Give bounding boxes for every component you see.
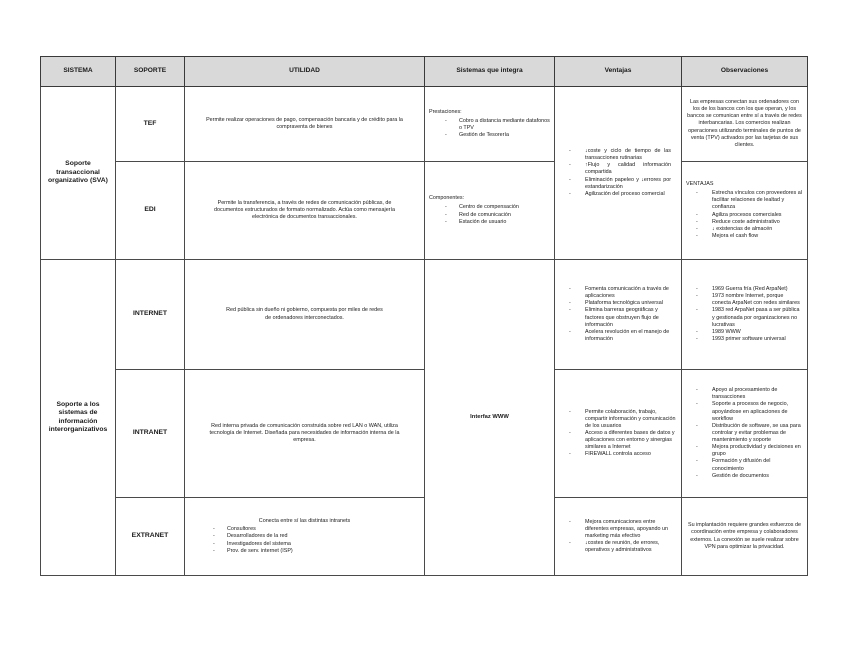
list-item: - Estación de usuario <box>429 219 550 226</box>
observaciones-intranet-list <box>686 387 803 480</box>
ventajas-intranet-list <box>559 409 677 459</box>
list-item: - Mejora comunicaciones entre diferentes empresas, apoyando un marketing más efectivo <box>559 519 677 540</box>
list-item: - Mejora el cash flow <box>686 233 803 240</box>
utilidad-internet: Red pública sin dueño ni gobierno, compuesta por miles de redes de ordenadores interconectados. <box>185 260 425 370</box>
header-soporte: SOPORTE <box>116 57 185 87</box>
list-item: - Gestión de Tesorería <box>429 132 550 139</box>
list-item: - Eliminación papeleo y ↓errores por estandarización <box>559 177 671 191</box>
utilidad-edi: Permite la transferencia, a través de redes de comunicación públicas, de documentos estructurados de formato normalizado. Actúa como mensajería electrónica de documentos transaccionales. <box>185 162 425 260</box>
integra-tef-label: Prestaciones: <box>429 108 462 115</box>
table-row-edi <box>41 162 808 260</box>
list-item: - Permite colaboración, trabajo, compartir información y comunicación de los usuarios <box>559 409 677 430</box>
list-item: - 1993 primer software universal <box>686 336 803 343</box>
table-row-extranet <box>41 498 808 576</box>
utilidad-extranet-intro: Conecta entre sí las distintas intranets <box>258 518 351 525</box>
ventajas-internet-list <box>559 286 677 343</box>
list-item: - Prov. de serv. internet (ISP) <box>211 548 420 555</box>
utilidad-tef: Permite realizar operaciones de pago, compensación bancaria y de crédito para la compraventa de bienes <box>185 87 425 162</box>
list-item: - Distribución de software, se usa para controlar y evitar problemas de mantenimiento y soporte <box>686 423 803 444</box>
list-item: - Mejora productividad y decisiones en grupo <box>686 444 803 458</box>
sistema-transaccional: Soporte transaccional organizativo (SVA) <box>41 87 116 260</box>
observaciones-tef: Las empresas conectan sus ordenadores con los de los bancos con los que operan, y los bancos se comunican entre sí a través de redes interbancarias. Los comercios realizan operaciones utilizando terminales de puntos de venta (TPV) activados por las tarjetas de sus clientes. <box>682 87 808 162</box>
list-item: - Elimina barreras geográficas y factores que obstruyen flujo de información <box>559 307 677 328</box>
header-observaciones: Observaciones <box>682 57 808 87</box>
list-item: - 1973 nombre Internet, porque conecta ArpaNet con redes similares <box>686 293 803 307</box>
observaciones-extranet: Su implantación requiere grandes esfuerzos de coordinación entre empresa y colaboradores externos. La conexión se suele realizar sobre VPN para optimizar la privacidad. <box>682 498 808 576</box>
table-row-intranet <box>41 370 808 498</box>
list-item: - ↓coste y ciclo de tiempo de las transacciones rutinarias <box>559 148 671 162</box>
ventajas-extranet-list <box>559 519 677 555</box>
list-item: - FIREWALL controla acceso <box>559 451 677 458</box>
header-ventajas: Ventajas <box>555 57 682 87</box>
list-item: - 1989 WWW <box>686 329 803 336</box>
list-item: - Agilización del proceso comercial <box>559 191 671 198</box>
header-utilidad: UTILIDAD <box>185 57 425 87</box>
soporte-extranet: EXTRANET <box>116 498 185 576</box>
integra-edi-label: Componentes: <box>429 195 465 202</box>
list-item: - Plataforma tecnológica universal <box>559 300 677 307</box>
list-item: - Formación y difusión del conocimiento <box>686 458 803 472</box>
utilidad-intranet: Red interna privada de comunicación construida sobre red LAN o WAN, utiliza tecnología de Internet. Diseñada para necesidades de información interna de la empresa. <box>185 370 425 498</box>
table-row-tef <box>41 87 808 162</box>
integra-edi-list <box>429 204 550 225</box>
integra-tef <box>425 87 555 162</box>
ventajas-internet <box>555 260 682 370</box>
header-sistema: SISTEMA <box>41 57 116 87</box>
table-row-internet <box>41 260 808 370</box>
list-item: - Reduce coste administrativo <box>686 219 803 226</box>
ventajas-transaccional <box>555 87 682 260</box>
list-item: - Investigadores del sistema <box>211 541 420 548</box>
observaciones-intranet <box>682 370 808 498</box>
list-item: - Centro de compensación <box>429 204 550 211</box>
sistema-interorganizativo: Soporte a los sistemas de información interorganizativos <box>41 260 116 576</box>
soporte-internet: INTERNET <box>116 260 185 370</box>
observaciones-edi-list <box>686 190 803 240</box>
observaciones-internet-list <box>686 286 803 343</box>
observaciones-edi-label: VENTAJAS <box>686 181 714 187</box>
list-item: - 1969 Guerra fría (Red ArpaNet) <box>686 286 803 293</box>
ventajas-intranet <box>555 370 682 498</box>
list-item: - Acelera revolución en el manejo de información <box>559 329 677 343</box>
ventajas-extranet <box>555 498 682 576</box>
list-item: - ↓ existencias de almacén <box>686 226 803 233</box>
list-item: - Acceso a diferentes bases de datos y aplicaciones con entorno y sinergias similares a Internet <box>559 430 677 451</box>
list-item: - Apoyo al procesamiento de transacciones <box>686 387 803 401</box>
list-item: - Agiliza procesos comerciales <box>686 212 803 219</box>
list-item: - Red de comunicación <box>429 212 550 219</box>
list-item: - Desarrolladores de la red <box>211 533 420 540</box>
list-item: - Soporte a procesos de negocio, apoyándose en aplicaciones de workflow <box>686 401 803 422</box>
list-item: - ↑Flujo y calidad información compartida <box>559 162 671 176</box>
soporte-intranet: INTRANET <box>116 370 185 498</box>
list-item: - Gestión de documentos <box>686 473 803 480</box>
utilidad-extranet <box>185 498 425 576</box>
list-item: - Cobro a distancia mediante datafonos o TPV <box>429 118 550 132</box>
observaciones-edi <box>682 162 808 260</box>
integra-interfaz-www: Interfaz WWW <box>425 260 555 576</box>
ventajas-transaccional-list <box>559 148 677 198</box>
integra-edi <box>425 162 555 260</box>
information-systems-table <box>40 56 808 576</box>
list-item: - Estrecha vínculos con proveedores al facilitar relaciones de lealtad y confianza <box>686 190 803 211</box>
soporte-tef: TEF <box>116 87 185 162</box>
observaciones-internet <box>682 260 808 370</box>
list-item: - ↓costes de reunión, de errores, operativos y administrativos <box>559 540 677 554</box>
list-item: - Consultores <box>211 526 420 533</box>
header-sistemas-integra: Sistemas que integra <box>425 57 555 87</box>
integra-tef-list <box>429 118 550 139</box>
list-item: - 1983 red ArpaNet pasa a ser pública y gestionada por organizaciones no lucrativas <box>686 307 803 328</box>
soporte-edi: EDI <box>116 162 185 260</box>
list-item: - Fomenta comunicación a través de aplicaciones <box>559 286 677 300</box>
header-row <box>41 57 808 87</box>
utilidad-extranet-list <box>211 526 420 555</box>
